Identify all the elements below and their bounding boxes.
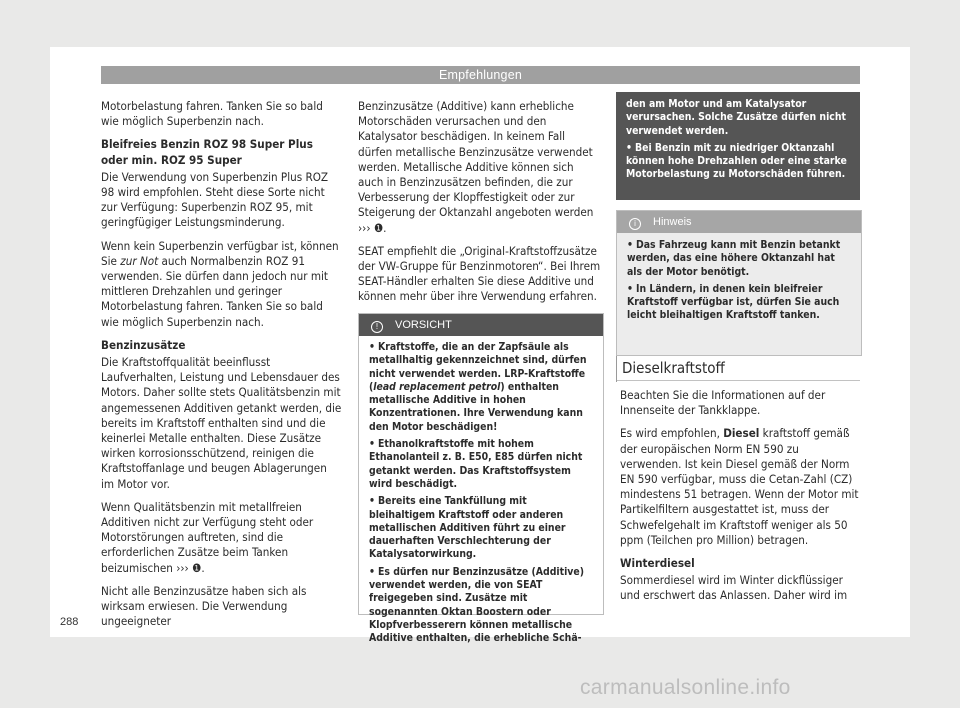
paragraph: Die Verwendung von Superbenzin Plus ROZ 98 wird empfohlen. Steht diese Sorte nicht zur Verfügung: Superbenzin ROZ 95, mit geringfügiger Leistungsminderung. — [101, 169, 329, 230]
warning-continuation-text: den am Motor und am Katalysator verursachen. Solche Zusätze dürfen nicht verwendet werden. — [626, 98, 846, 137]
paragraph: Die Kraftstoffqualität beeinflusst Laufverhalten, Leistung und Lebensdauer des Motors. Daher sollte stets Qualitätsbenzin mit angemessenen Additiven getankt werden, die bereits im Kraftstoff enthalten sind und die keinerlei Metalle enthalten. Diese Zusätze wirken korrosionsschützend, reinigen die Kraftstoffanlage und beugen Ablagerungen im Motor vor. — [101, 355, 342, 491]
column-3-body — [620, 388, 860, 612]
warning-header — [359, 314, 603, 336]
paragraph: Benzinzusätze (Additive) kann erhebliche Motorschäden verursachen und den Katalysator beschädigen. In keinem Fall dürfen metallische Benzinzusätze verwendet werden. Metallische Additive können sich auch in Benzinzusätzen befinden, die zur Verbesserung der Klopffestigkeit oder zur Steigerung der Oktanzahl angeboten werden ››› ❶. — [358, 99, 594, 235]
note-header — [617, 211, 861, 233]
column-1 — [101, 99, 343, 638]
warning-item: • Bereits eine Tankfüllung mit bleihaltigem Kraftstoff oder anderen metallischen Additiven führt zu einer dauerhaften Verschlechterung der Katalysatorwirkung. — [369, 495, 566, 561]
paragraph: Es wird empfohlen, Diesel kraftstoff gemäß der europäischen Norm EN 590 zu verwenden. Ist kein Diesel gemäß der Norm EN 590 verfügbar, muss die Cetan-Zahl (CZ) mindestens 51 betragen. Wenn der Motor mit Partikelfiltern ausgestattet ist, muss der Schwefelgehalt im Kraftstoff weniger als 50 ppm (Teilchen pro Million) betragen. — [620, 426, 859, 547]
note-item: • Das Fahrzeug kann mit Benzin betankt werden, das eine höhere Oktanzahl hat als der Motor benötigt. — [627, 239, 841, 278]
page-header: Empfehlungen — [101, 66, 860, 84]
warning-title: VORSICHT — [395, 319, 452, 331]
page-number: 288 — [60, 616, 79, 628]
column-2 — [358, 99, 602, 313]
warning-box — [358, 313, 604, 645]
subheading-benzinzusaetze: Benzinzusätze — [101, 337, 186, 352]
subheading-super-plus: Bleifreies Benzin ROZ 98 Super Plus oder min. ROZ 95 Super — [101, 137, 313, 167]
paragraph: Nicht alle Benzinzusätze haben sich als wirksam erwiesen. Die Verwendung ungeeigneter — [101, 583, 307, 629]
warning-icon: ! — [371, 321, 383, 333]
warning-item: • Es dürfen nur Benzinzusätze (Additive) verwendet werden, die von SEAT freigegeben sind. Zusätze mit sogenannten Oktan Boostern oder Klopfverbesserern können metallische Additive enthalten, die erhebliche Schä- — [369, 565, 585, 645]
warning-continuation-box — [616, 92, 860, 200]
note-title: Hinweis — [653, 216, 692, 228]
info-icon: i — [629, 218, 641, 230]
section-title-diesel: Dieselkraftstoff — [616, 356, 860, 381]
warning-list — [359, 336, 603, 646]
paragraph: SEAT empfiehlt die „Original-Kraftstoffzusätze der VW-Gruppe für Benzinmotoren“. Bei Ihrem SEAT-Händler erhalten Sie diese Additive und können mehr über ihre Verwendung erfahren. — [358, 243, 601, 304]
paragraph: Wenn kein Superbenzin verfügbar ist, können Sie zur Not auch Normalbenzin ROZ 91 verwenden. Sie dürfen dann jedoch nur mit mittleren Drehzahlen und geringer Motorbelastung fahren. Tanken Sie so bald wie möglich Superbenzin nach. — [101, 238, 339, 329]
subheading-winterdiesel: Winterdiesel — [620, 556, 695, 571]
paragraph: Motorbelastung fahren. Tanken Sie so bald wie möglich Superbenzin nach. — [101, 99, 323, 129]
warning-item: • Bei Benzin mit zu niedriger Oktanzahl können hohe Drehzahlen oder eine starke Motorbelastung zu Motorschäden führen. — [626, 141, 847, 181]
note-item: • In Ländern, in denen kein bleifreier Kraftstoff verfügbar ist, dürfen Sie auch leicht bleihaltigen Kraftstoff tanken. — [627, 282, 840, 322]
watermark: carmanualsonline.info — [580, 676, 791, 699]
note-list — [617, 233, 861, 323]
warning-item: • Kraftstoffe, die an der Zapfsäule als metallhaltig gekennzeichnet sind, dürfen nicht verwendet werden. LRP-Kraftstoffe (lead replacement petrol) enthalten metallische Additive in hohen Konzentrationen. Ihre Verwendung kann den Motor beschädigen! — [369, 341, 587, 433]
warning-item: • Ethanolkraftstoffe mit hohem Ethanolanteil z. B. E50, E85 dürfen nicht getankt werden. Das Kraftstoffsystem wird beschädigt. — [369, 438, 583, 490]
note-box — [616, 210, 862, 356]
paragraph: Wenn Qualitätsbenzin mit metallfreien Additiven nicht zur Verfügung steht oder Motorstörungen auftreten, sind die erforderlichen Zusätze beim Tanken beizumischen ››› ❶. — [101, 499, 314, 575]
paragraph: Beachten Sie die Informationen auf der Innenseite der Tankklappe. — [620, 388, 826, 418]
paragraph: Sommerdiesel wird im Winter dickflüssiger und erschwert das Anlassen. Daher wird im — [620, 573, 848, 603]
